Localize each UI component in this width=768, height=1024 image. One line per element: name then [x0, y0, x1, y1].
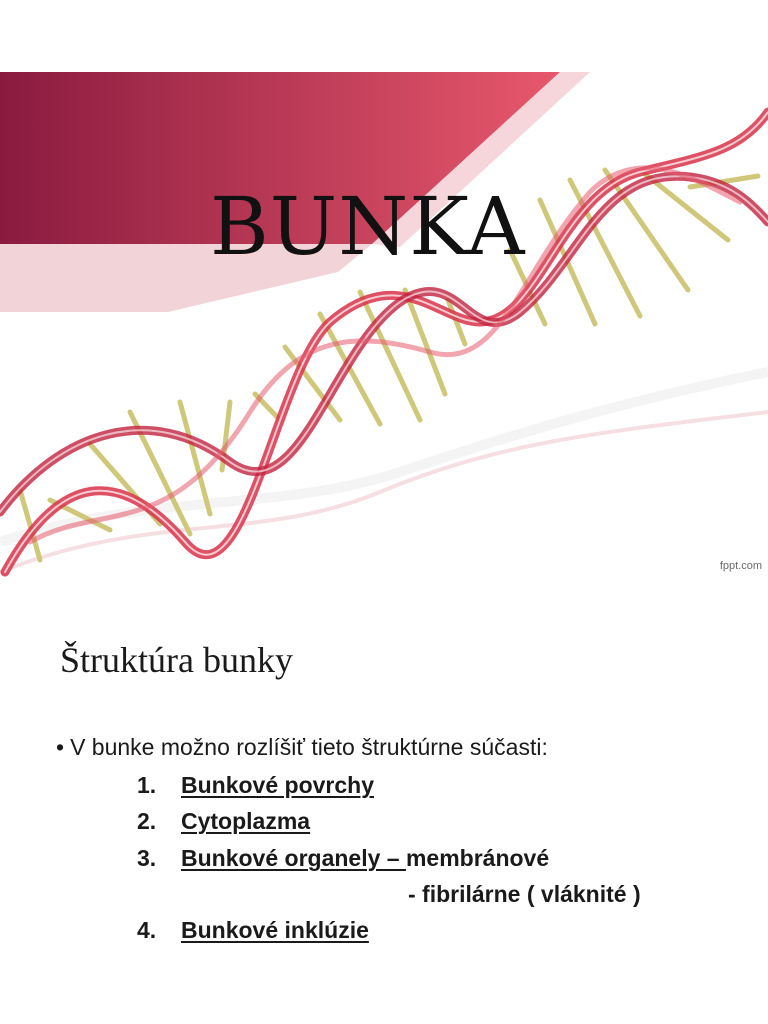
- slide-title: BUNKA: [210, 180, 526, 273]
- dna-illustration: [0, 72, 768, 578]
- list-label: Bunkové inklúzie: [181, 917, 369, 943]
- list-item: [137, 772, 374, 799]
- list-number: 1.: [137, 772, 157, 798]
- list-label: Bunkové povrchy: [181, 772, 374, 798]
- content-slide: [0, 600, 768, 1024]
- source-credit: fppt.com: [719, 560, 762, 572]
- intro-bullet: [56, 734, 548, 761]
- list-number: 3.: [137, 845, 157, 871]
- slide-heading: Štruktúra bunky: [60, 640, 293, 680]
- title-slide: [0, 72, 768, 578]
- list-item: [137, 808, 310, 835]
- list-number: 2.: [137, 808, 157, 834]
- list-rest: membránové: [405, 845, 550, 871]
- list-item: [137, 917, 369, 944]
- list-item: [137, 845, 549, 872]
- list-label: Bunkové organely –: [181, 845, 406, 871]
- list-number: 4.: [137, 917, 157, 943]
- list-label: Cytoplazma: [181, 808, 311, 834]
- list-subitem: - fibrilárne ( vláknité ): [408, 881, 641, 907]
- bullet-icon: •: [56, 734, 65, 760]
- intro-text: V bunke možno rozlíšiť tieto štruktúrne súčasti:: [70, 734, 548, 760]
